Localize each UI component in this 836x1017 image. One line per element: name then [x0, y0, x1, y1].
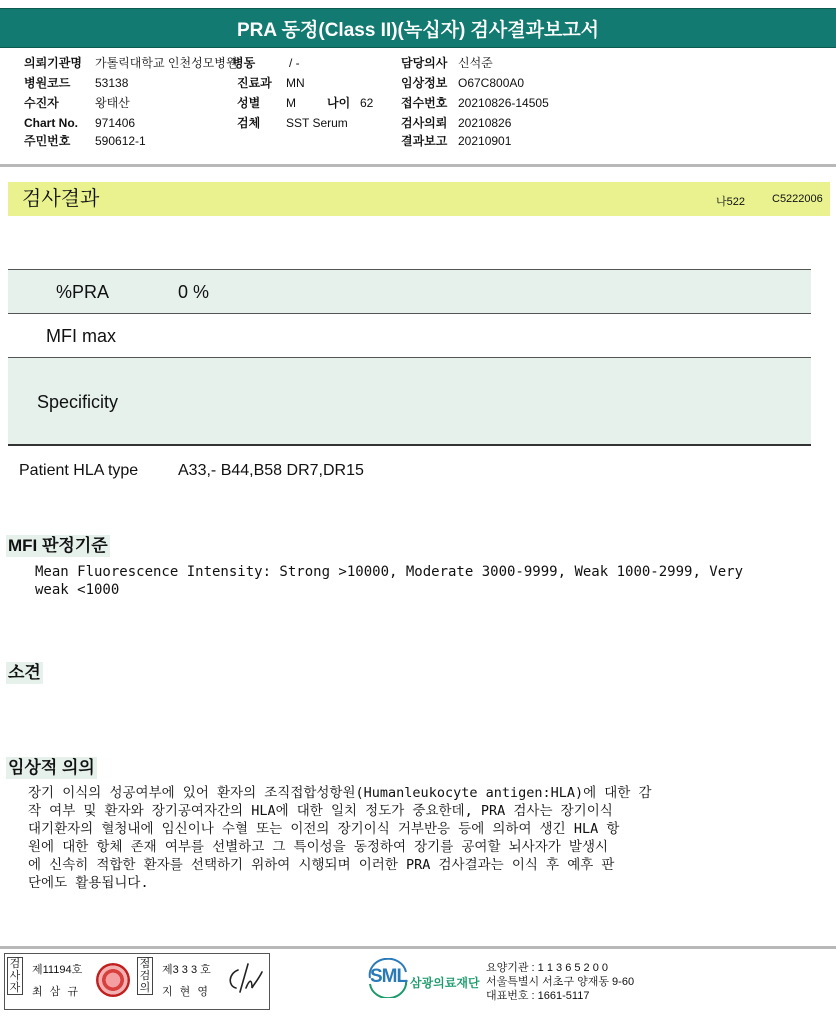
specimen-label: 검체 — [237, 116, 261, 130]
doctor-value: 신석준 — [458, 56, 493, 70]
org-address: 서울특별시 서초구 양재동 9-60 — [486, 976, 635, 988]
report-title-bar — [0, 8, 836, 48]
checker-name: 지 현 영 — [162, 986, 210, 998]
inspector-label-box — [7, 957, 23, 995]
ward-label: 병동 — [232, 56, 256, 70]
request-label: 검사의뢰 — [401, 116, 448, 130]
hospital-label: 의뢰기관명 — [24, 56, 82, 70]
ward-value: / - — [289, 56, 300, 70]
clinical-label: 임상정보 — [401, 76, 448, 90]
report-date-label: 결과보고 — [401, 134, 448, 148]
org-name: 삼광의료재단 — [410, 976, 480, 990]
org-phone: 대표번호 : 1661-5117 — [486, 990, 590, 1002]
age-label: 나이 — [327, 96, 351, 110]
dept-value: MN — [286, 76, 305, 90]
pra-value: 0 % — [178, 282, 210, 302]
checker-char: 점 — [139, 958, 151, 970]
age-value: 62 — [360, 96, 374, 110]
hla-type-value: A33,- B44,B58 DR7,DR15 — [178, 462, 364, 479]
handwritten-signature — [222, 958, 266, 1002]
sml-logo-text: SML — [370, 966, 408, 987]
checker-label-box — [137, 957, 153, 995]
inspector-char: 사 — [9, 970, 21, 982]
clinical-significance-title: 임상적 의의 — [8, 758, 95, 777]
red-seal-stamp — [96, 963, 130, 997]
patient-label: 수진자 — [24, 96, 59, 110]
inspector-name: 최 삼 규 — [32, 986, 80, 998]
specimen-value: SST Serum — [286, 116, 348, 130]
specificity-label: Specificity — [37, 392, 119, 412]
report-number: C5222006 — [772, 193, 823, 205]
pra-label: %PRA — [56, 282, 110, 302]
hospital-code-value: 53138 — [95, 76, 129, 90]
reception-value: 20210826-14505 — [458, 96, 549, 110]
report-title: PRA 동정(Class II)(녹십자) 검사결과보고서 — [236, 19, 600, 41]
result-banner — [8, 182, 830, 216]
clinical-significance-text: 장기 이식의 성공여부에 있어 환자의 조직접합성항원(Humanleukocyte antigen:HLA)에 대한 감 작 여부 및 환자와 장기공여자간의 HLA에 대한 일치 정도가 중요한데, PRA 검사는 장기이식 대기환자의 혈청내에 임신이나 수혈 또는 이전의 장기이식 거부반응 등에 의하여 생긴 HLA 항 원에 대한 항체 존재 여부를 선별하고 그 특이성을 동정하여 장기를 공여할 뇌사자가 발생시 에 신속히 적합한 환자를 선택하기 위하여 시행되며 이러한 PRA 검사결과는 이식 후 예후 판 단에도 활용됩니다. — [28, 785, 652, 891]
chart-value: 971406 — [95, 116, 136, 130]
opinion-title: 소견 — [8, 663, 41, 682]
checker-char: 검 — [139, 970, 151, 982]
doctor-label: 담당의사 — [401, 56, 448, 70]
footer-divider — [0, 946, 836, 949]
result-section-title: 검사결과 — [22, 188, 100, 210]
specificity-row — [8, 358, 811, 444]
mfi-criteria-title: MFI 판정기준 — [8, 536, 108, 555]
table-line — [8, 313, 811, 314]
hospital-value: 가톨릭대학교 인천성모병원 — [95, 56, 238, 70]
inspector-char: 자 — [9, 982, 21, 994]
dept-label: 진료과 — [237, 76, 272, 90]
inspector-number: 제11194호 — [32, 964, 83, 976]
clinical-value: O67C800A0 — [458, 76, 525, 90]
inspector-char: 검 — [9, 958, 21, 970]
hla-type-label: Patient HLA type — [19, 462, 139, 479]
chart-label: Chart No. — [24, 116, 78, 130]
hospital-code-label: 병원코드 — [24, 76, 71, 90]
header-divider — [0, 164, 836, 167]
patient-value: 왕태산 — [95, 96, 130, 110]
sex-value: M — [286, 96, 296, 110]
checker-char: 의 — [139, 982, 151, 994]
care-institution-number: 요양기관 : 1 1 3 6 5 2 0 0 — [486, 962, 609, 974]
id-label: 주민번호 — [24, 134, 71, 148]
pra-row — [8, 270, 811, 313]
mfi-criteria-text: Mean Fluorescence Intensity: Strong >10000, Moderate 3000-9999, Weak 1000-2999, Very weak <1000 — [35, 564, 744, 598]
table-bottom-line — [8, 444, 811, 446]
checker-number: 제3 3 3 호 — [162, 964, 211, 976]
lab-code: 나522 — [716, 196, 745, 208]
report-date-value: 20210901 — [458, 134, 512, 148]
mfi-max-label: MFI max — [46, 326, 116, 346]
sex-label: 성별 — [237, 96, 261, 110]
reception-label: 접수번호 — [401, 96, 448, 110]
request-value: 20210826 — [458, 116, 512, 130]
id-value: 590612-1 — [95, 134, 146, 148]
